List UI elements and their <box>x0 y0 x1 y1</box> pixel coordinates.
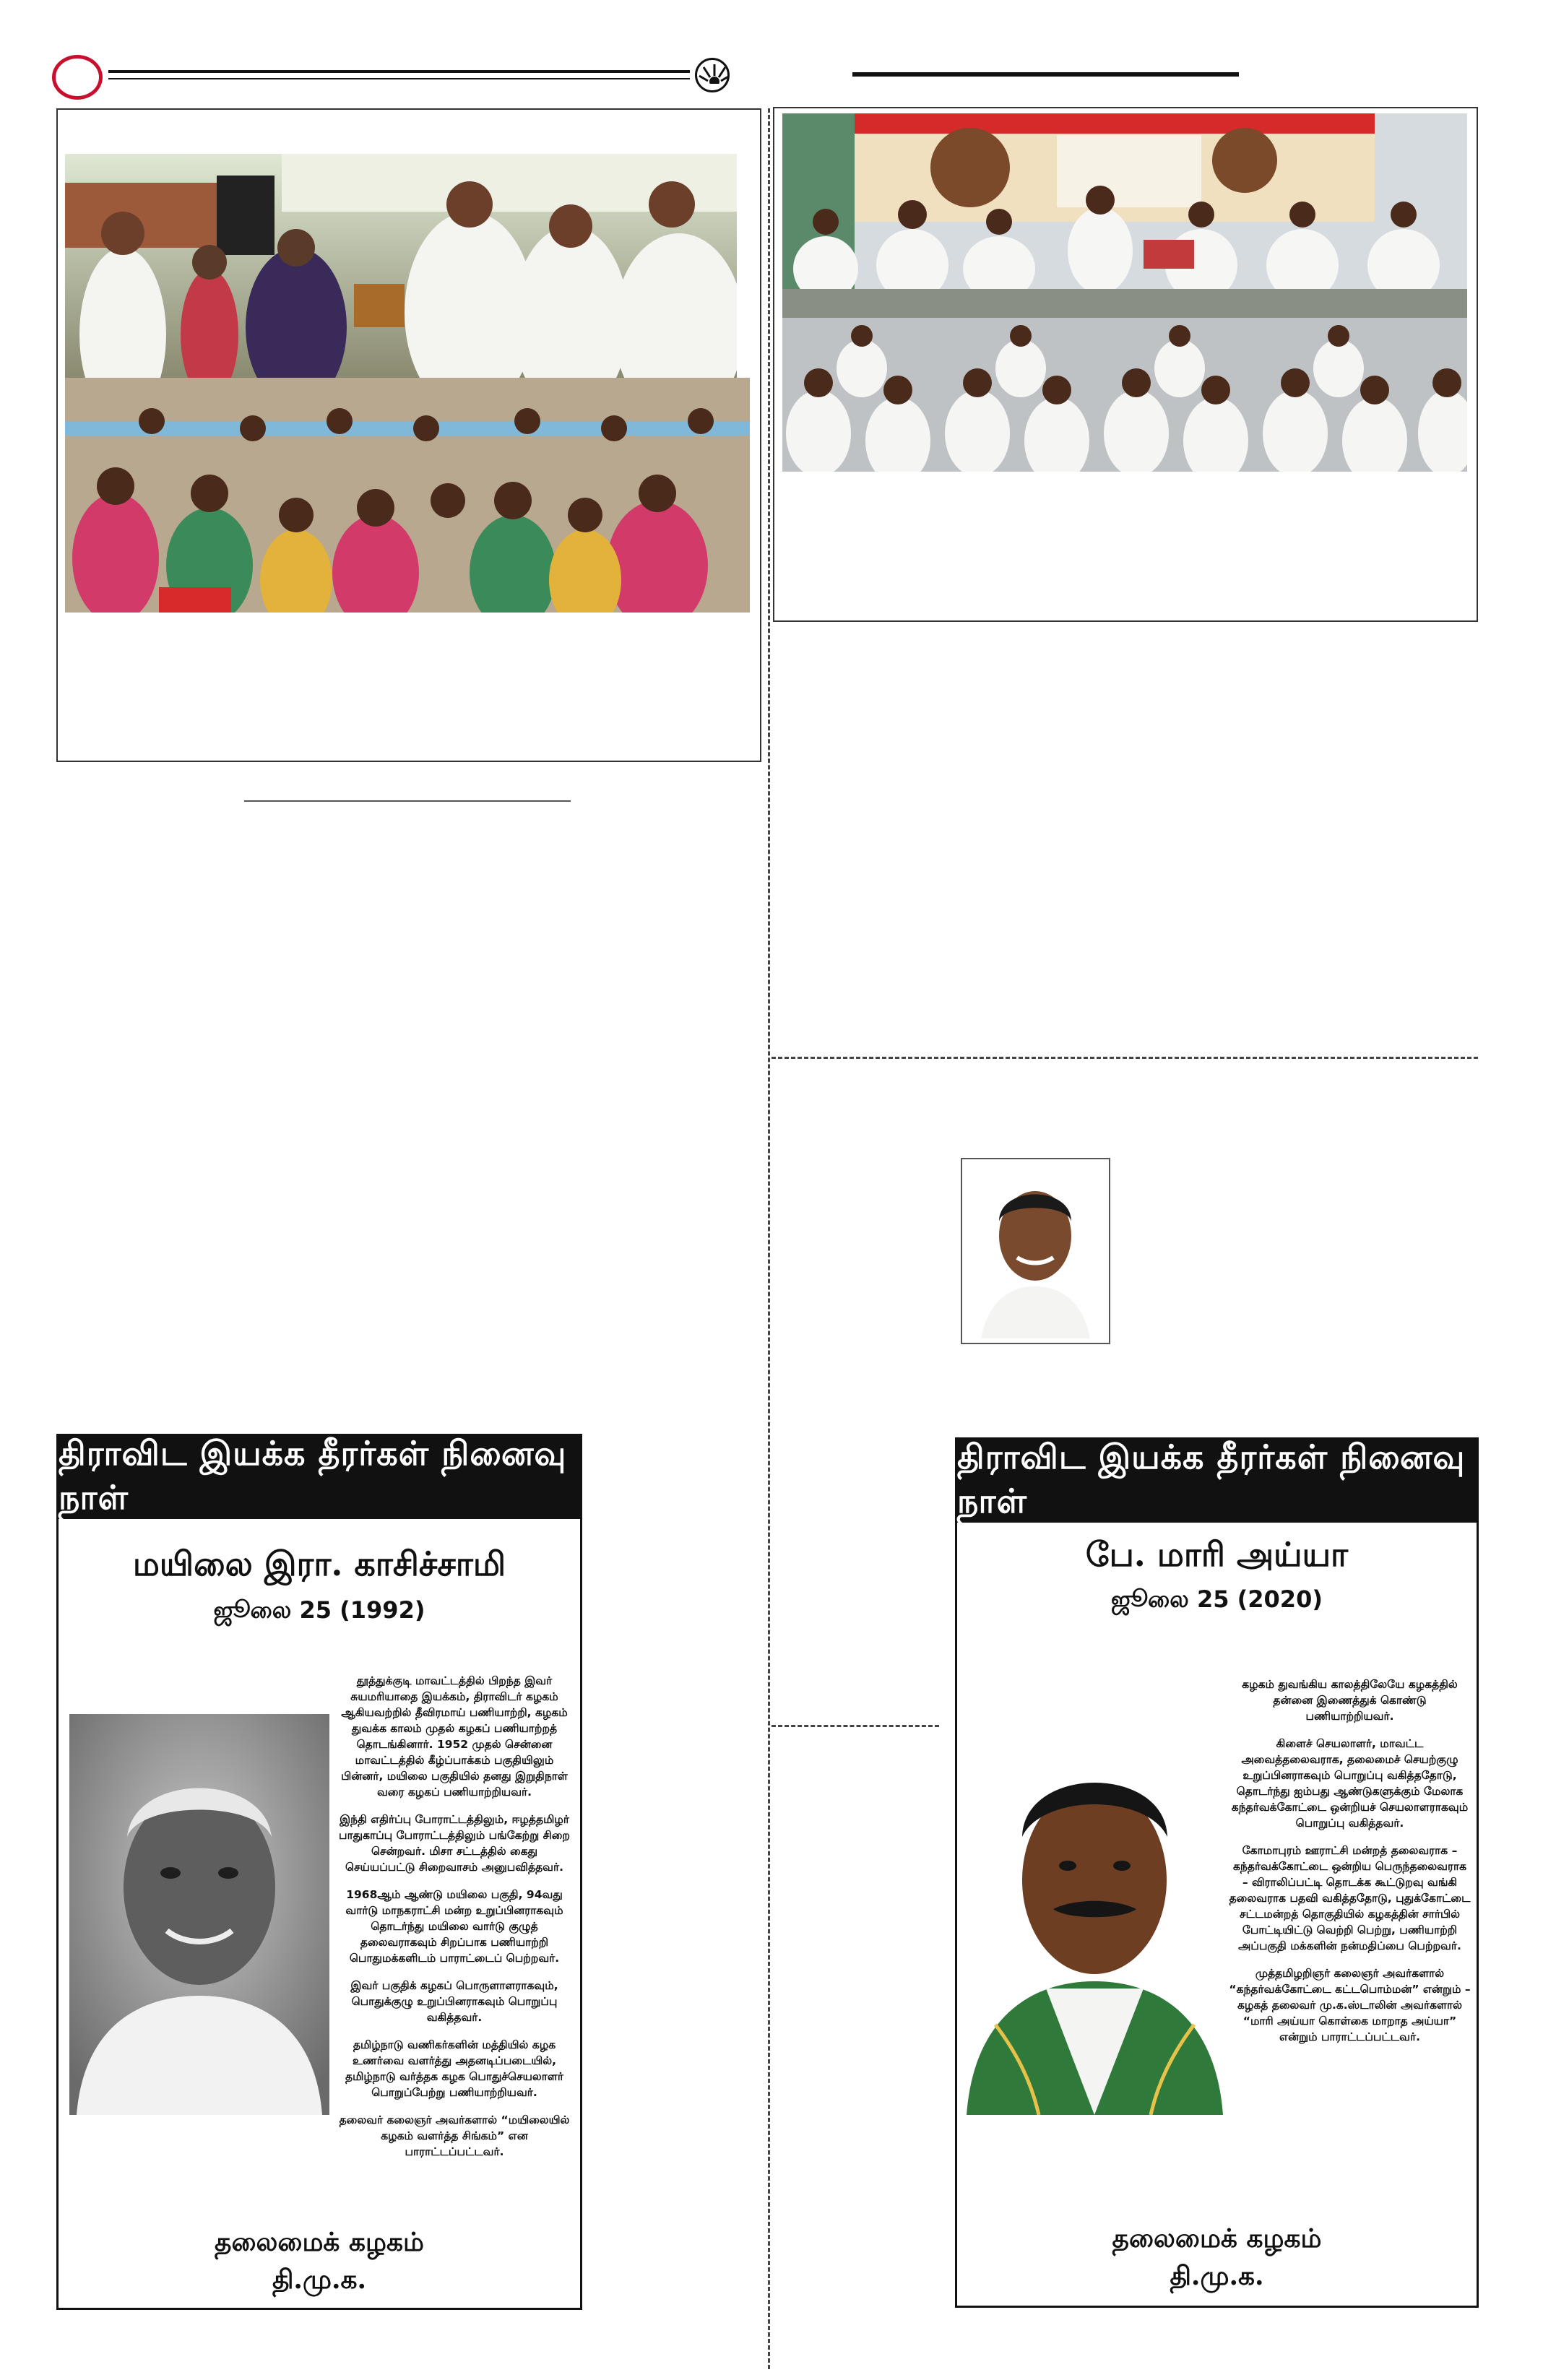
right-small-separator <box>772 1725 939 1727</box>
biography-paragraph: இவர் பகுதிக் கழகப் பொருளாளராகவும், பொதுக்குழு உறுப்பினராகவும் பொறுப்பு வகித்தவர். <box>350 1979 558 2024</box>
memorial-ad-biography <box>1229 1676 1471 2056</box>
footer-party: தி.மு.க. <box>1170 2261 1264 2291</box>
small-portrait-photo <box>967 1164 1105 1338</box>
footer-organisation: தலைமைக் கழகம் <box>215 2227 424 2257</box>
memorial-ad-date: ஜூலை 25 (2020) <box>1111 1585 1323 1613</box>
memorial-ad-footer <box>59 2223 580 2298</box>
footer-party: தி.மு.க. <box>272 2264 367 2295</box>
biography-paragraph: 1968ஆம் ஆண்டு மயிலை பகுதி, 94வது வார்டு மாநகராட்சி மன்ற உறுப்பினராகவும் தொடர்ந்து மயிலை வார்டு குழுத் தலைவராகவும் சிறப்பாக பணியாற்றி பொதுமக்களிடம் பாராட்டைப் பெற்றவர். <box>345 1888 563 1965</box>
memorial-ad-heading: திராவிட இயக்க தீரர்கள் நினைவு நாள் <box>59 1436 580 1519</box>
masthead-rule-right <box>852 72 1239 77</box>
masthead-rule-bottom <box>108 78 690 79</box>
page-number-circle <box>52 55 103 100</box>
meeting-photo-stage <box>782 113 1467 289</box>
right-section-separator <box>772 1057 1478 1059</box>
memorial-ad-person-name: பே. மாரி அய்யா <box>1085 1535 1349 1574</box>
memorial-ad-heading: திராவிட இயக்க தீரர்கள் நினைவு நாள் <box>957 1440 1477 1523</box>
biography-paragraph: தூத்துக்குடி மாவட்டத்தில் பிறந்த இவர் சுயமரியாதை இயக்கம், திராவிடர் கழகம் ஆகியவற்றில் தீவிரமாய் பணியாற்றி, கழகம் துவக்க காலம் முதல் கழகப் பணியாற்றத் தொடங்கினார். 1952 முதல் சென்னை மாவட்டத்தில் கீழ்ப்பாக்கம் பகுதியிலும் பின்னர், மயிலை பகுதியில் தனது இறுதிநாள் வரை கழகப் பணியாற்றியவர். <box>341 1674 568 1799</box>
memorial-ad-kasichami <box>56 1434 582 2310</box>
memorial-ad-footer <box>957 2220 1477 2295</box>
masthead-rule-top <box>108 70 690 73</box>
column-separator <box>768 108 770 2369</box>
event-photo-audience <box>65 378 750 613</box>
biography-paragraph: கிளைச் செயலாளர், மாவட்ட அவைத்தலைவராக, தலைமைச் செயற்குழு உறுப்பினராகவும் பொறுப்பு வகித்ததோடு, தொடர்ந்து ஐம்பது ஆண்டுகளுக்கும் மேலாக கந்தர்வக்கோட்டை ஒன்றியச் செயலாளராகவும் பொறுப்பு வகித்தவர். <box>1231 1737 1469 1830</box>
memorial-ad-date: ஜூலை 25 (1992) <box>213 1596 425 1624</box>
biography-paragraph: முத்தமிழறிஞர் கலைஞர் அவர்களால் “கந்தர்வக்கோட்டை கட்டபொம்மன்” என்றும் – கழகத் தலைவர் மு.க.ஸ்டாலின் அவர்களால் “மாரி அய்யா கொள்கை மாறாத அய்யா” என்றும் பாராட்டப்பட்டவர். <box>1229 1967 1471 2043</box>
rising-sun-logo-icon <box>695 58 730 92</box>
meeting-photo-audience <box>782 289 1467 472</box>
footer-organisation: தலைமைக் கழகம் <box>1112 2223 1322 2254</box>
memorial-ad-person-name: மயிலை இரா. காசிச்சாமி <box>132 1544 506 1583</box>
memorial-ad-biography <box>335 1673 574 2171</box>
biography-paragraph: கழகம் துவங்கிய காலத்திலேயே கழகத்தில் தன்னை இணைத்துக் கொண்டு பணியாற்றியவர். <box>1242 1678 1458 1723</box>
biography-paragraph: தலைவர் கலைஞர் அவர்களால் “மயிலையில் கழகம் வளர்த்த சிங்கம்” என பாராட்டப்பட்டவர். <box>339 2113 570 2158</box>
memorial-portrait-kasichami <box>69 1714 329 2115</box>
memorial-ad-mariayya <box>955 1437 1479 2308</box>
biography-paragraph: கோமாபுரம் ஊராட்சி மன்றத் தலைவராக – கந்தர்வக்கோட்டை ஒன்றிய பெருந்தலைவராக – விராலிப்பட்டி தொடக்க கூட்டுறவு வங்கி தலைவராக பதவி வகித்ததோடு, புதுக்கோட்டை சட்டமன்றத் தொகுதியில் கழகத்தின் சார்பில் போட்டியிட்டு வெற்றி பெற்று, பணியாற்றி அப்பகுதி மக்களின் நன்மதிப்பை பெற்றவர். <box>1229 1844 1471 1952</box>
left-caption-rule <box>244 800 571 802</box>
biography-paragraph: தமிழ்நாடு வணிகர்களின் மத்தியில் கழக உணர்வை வளர்த்து அதனடிப்படையில், தமிழ்நாடு வர்த்தக கழக பொதுச்செயலாளர் பொறுப்பேற்று பணியாற்றியவர். <box>345 2038 563 2099</box>
memorial-portrait-mariayya <box>967 1714 1223 2115</box>
event-photo-distribution <box>65 154 737 378</box>
biography-paragraph: இந்தி எதிர்ப்பு போராட்டத்திலும், ஈழத்தமிழர் பாதுகாப்பு போராட்டத்திலும் பங்கேற்று சிறை சென்றவர். மிசா சட்டத்தில் கைது செய்யப்பட்டு சிறைவாசம் அனுபவித்தவர். <box>339 1813 570 1874</box>
